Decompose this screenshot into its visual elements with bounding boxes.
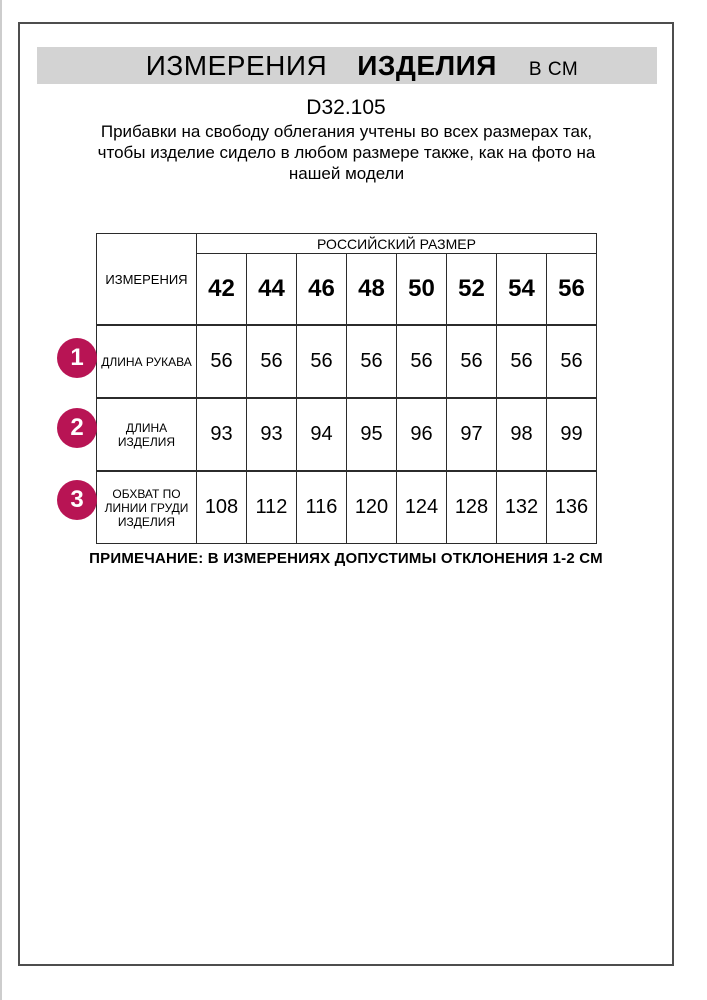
note-text: ПРИМЕЧАНИЕ: В ИЗМЕРЕНИЯХ ДОПУСТИМЫ ОТКЛОНЕНИЯ 1-2 СМ xyxy=(89,550,603,567)
value-cell: 56 xyxy=(497,325,547,398)
value-cell: 132 xyxy=(497,471,547,544)
size-col-header: 44 xyxy=(247,254,297,326)
fit-description: Прибавки на свободу облегания учтены во всех размерах так, чтобы изделие сидело в любом размере также, как на фото на нашей модели xyxy=(97,122,596,183)
value-cell: 56 xyxy=(397,325,447,398)
size-col-header: 46 xyxy=(297,254,347,326)
value-cell: 98 xyxy=(497,398,547,471)
value-cell: 99 xyxy=(547,398,597,471)
table-row xyxy=(97,325,597,398)
row-badge-3: 3 xyxy=(57,480,97,520)
size-col-header: 52 xyxy=(447,254,497,326)
size-col-header: 50 xyxy=(397,254,447,326)
row-badge-1: 1 xyxy=(57,338,97,378)
row-label: ОБХВАТ ПО ЛИНИИ ГРУДИ ИЗДЕЛИЯ xyxy=(97,471,197,544)
size-col-header: 42 xyxy=(197,254,247,326)
product-code: D32.105 xyxy=(306,96,386,119)
value-cell: 112 xyxy=(247,471,297,544)
value-cell: 108 xyxy=(197,471,247,544)
value-cell: 97 xyxy=(447,398,497,471)
group-header-cell: РОССИЙСКИЙ РАЗМЕР xyxy=(197,234,597,254)
title-product: ИЗДЕЛИЯ xyxy=(357,50,497,81)
value-cell: 96 xyxy=(397,398,447,471)
title-measurements: ИЗМЕРЕНИЯ xyxy=(145,50,328,81)
value-cell: 93 xyxy=(197,398,247,471)
title-unit: В СМ xyxy=(528,59,579,80)
value-cell: 56 xyxy=(247,325,297,398)
value-cell: 120 xyxy=(347,471,397,544)
row-label: ДЛИНА ИЗДЕЛИЯ xyxy=(97,398,197,471)
value-cell: 116 xyxy=(297,471,347,544)
value-cell: 56 xyxy=(547,325,597,398)
value-cell: 95 xyxy=(347,398,397,471)
table-row xyxy=(97,398,597,471)
value-cell: 56 xyxy=(447,325,497,398)
value-cell: 56 xyxy=(197,325,247,398)
table-row xyxy=(97,471,597,544)
size-col-header: 48 xyxy=(347,254,397,326)
corner-header-cell: ИЗМЕРЕНИЯ xyxy=(97,234,197,326)
header-bar xyxy=(37,47,657,84)
size-col-header: 56 xyxy=(547,254,597,326)
value-cell: 94 xyxy=(297,398,347,471)
value-cell: 124 xyxy=(397,471,447,544)
value-cell: 56 xyxy=(347,325,397,398)
scan-edge-line xyxy=(0,0,2,1000)
size-table xyxy=(96,233,597,544)
value-cell: 93 xyxy=(247,398,297,471)
value-cell: 56 xyxy=(297,325,347,398)
size-col-header: 54 xyxy=(497,254,547,326)
row-label: ДЛИНА РУКАВА xyxy=(97,325,197,398)
value-cell: 136 xyxy=(547,471,597,544)
row-badge-2: 2 xyxy=(57,408,97,448)
value-cell: 128 xyxy=(447,471,497,544)
